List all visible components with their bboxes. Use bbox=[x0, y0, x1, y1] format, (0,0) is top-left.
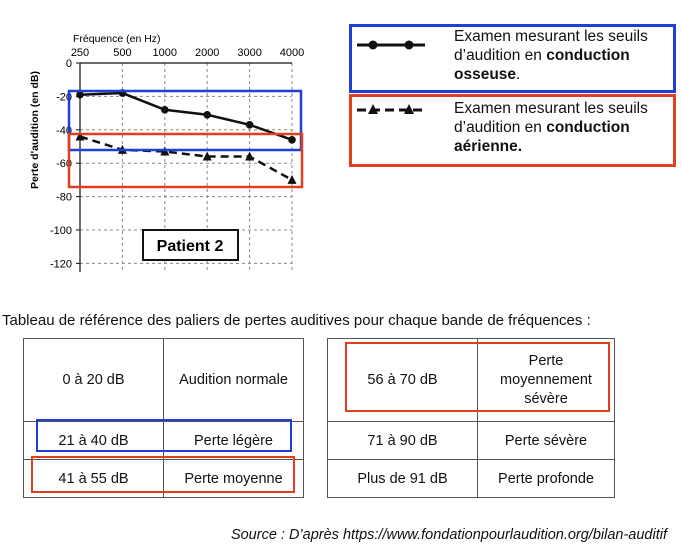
annotation-label: Patient 2 bbox=[156, 238, 224, 255]
data-point-osseuse bbox=[161, 106, 169, 114]
chart-series bbox=[76, 89, 297, 184]
table-row bbox=[24, 339, 304, 422]
chart-highlight-blue bbox=[69, 91, 301, 150]
legend-aerienne-line3-bold: aérienne. bbox=[454, 138, 523, 155]
table-cell-range: 41 à 55 dB bbox=[24, 460, 164, 498]
source-note: Source : D’après https://www.fondationpourlaudition.org/bilan-auditif bbox=[230, 527, 667, 543]
legend-aerienne-line1: Examen mesurant les seuils bbox=[454, 100, 648, 117]
x-tick-label: 3000 bbox=[237, 47, 262, 59]
legend-osseuse-line2 bbox=[454, 46, 648, 65]
legend-osseuse-line3 bbox=[454, 65, 648, 84]
table-row bbox=[24, 422, 304, 460]
data-point-osseuse bbox=[246, 121, 254, 129]
y-tick-label: -40 bbox=[56, 124, 72, 137]
y-tick-label: -120 bbox=[49, 258, 72, 271]
table-cell-label: Audition normale bbox=[164, 339, 304, 422]
series-line-aerienne bbox=[80, 136, 292, 179]
x-tick-label: 1000 bbox=[152, 47, 178, 59]
data-point-aerienne bbox=[245, 152, 254, 161]
x-tick-label: 2000 bbox=[194, 47, 220, 59]
legend-aerienne-line3 bbox=[454, 137, 648, 156]
data-point-aerienne bbox=[288, 175, 297, 184]
reference-table-left bbox=[23, 338, 304, 498]
legend-osseuse-line1: Examen mesurant les seuils bbox=[454, 28, 648, 45]
x-tick-label: 500 bbox=[113, 47, 132, 59]
table-row bbox=[328, 422, 615, 460]
legend-osseuse-line3-end: . bbox=[516, 66, 521, 83]
table-cell-label: Perte profonde bbox=[478, 460, 615, 498]
y-axis-label: Perte d'audition (en dB) bbox=[29, 71, 41, 189]
data-point-osseuse bbox=[288, 136, 296, 144]
legend-osseuse-line3-bold: osseuse bbox=[454, 66, 517, 83]
table-row bbox=[328, 339, 615, 422]
x-tick-label: 4000 bbox=[279, 47, 305, 59]
table-cell-range: 56 à 70 dB bbox=[328, 339, 478, 422]
y-tick-label: 0 bbox=[65, 58, 72, 70]
table-cell-range: Plus de 91 dB bbox=[328, 460, 478, 498]
y-tick-label: -80 bbox=[56, 191, 72, 204]
legend-text-aerienne bbox=[454, 99, 648, 156]
table-cell-range: 21 à 40 dB bbox=[24, 422, 164, 460]
data-point-osseuse bbox=[203, 111, 211, 119]
x-tick-label: 250 bbox=[70, 47, 90, 59]
legend-osseuse-bold: conduction bbox=[546, 47, 630, 64]
table-cell-range: 71 à 90 dB bbox=[328, 422, 478, 460]
legend-aerienne-line2 bbox=[454, 118, 648, 137]
y-tick-label: -20 bbox=[56, 91, 72, 104]
chart-highlight-red bbox=[69, 134, 302, 187]
y-tick-label: -100 bbox=[49, 225, 72, 237]
table-cell-label: Perte sévère bbox=[478, 422, 615, 460]
legend-aerienne-bold: conduction bbox=[546, 119, 630, 136]
table-row bbox=[328, 460, 615, 498]
table-caption: Tableau de référence des paliers de pertes auditives pour chaque bande de fréquences : bbox=[2, 312, 591, 329]
x-axis-label: Fréquence (en Hz) bbox=[73, 33, 161, 45]
table-cell-label: Perte légère bbox=[164, 422, 304, 460]
legend-osseuse-line2-text: d’audition en bbox=[454, 47, 547, 64]
legend-text-osseuse bbox=[454, 27, 648, 84]
table-row bbox=[24, 460, 304, 498]
table-cell-range: 0 à 20 dB bbox=[24, 339, 164, 422]
table-cell-label: Perte moyennement sévère bbox=[478, 339, 615, 422]
y-tick-label: -60 bbox=[56, 158, 72, 171]
table-cell-label: Perte moyenne bbox=[164, 460, 304, 498]
legend-aerienne-line2-text: d’audition en bbox=[454, 119, 547, 136]
reference-table-right bbox=[327, 338, 615, 498]
